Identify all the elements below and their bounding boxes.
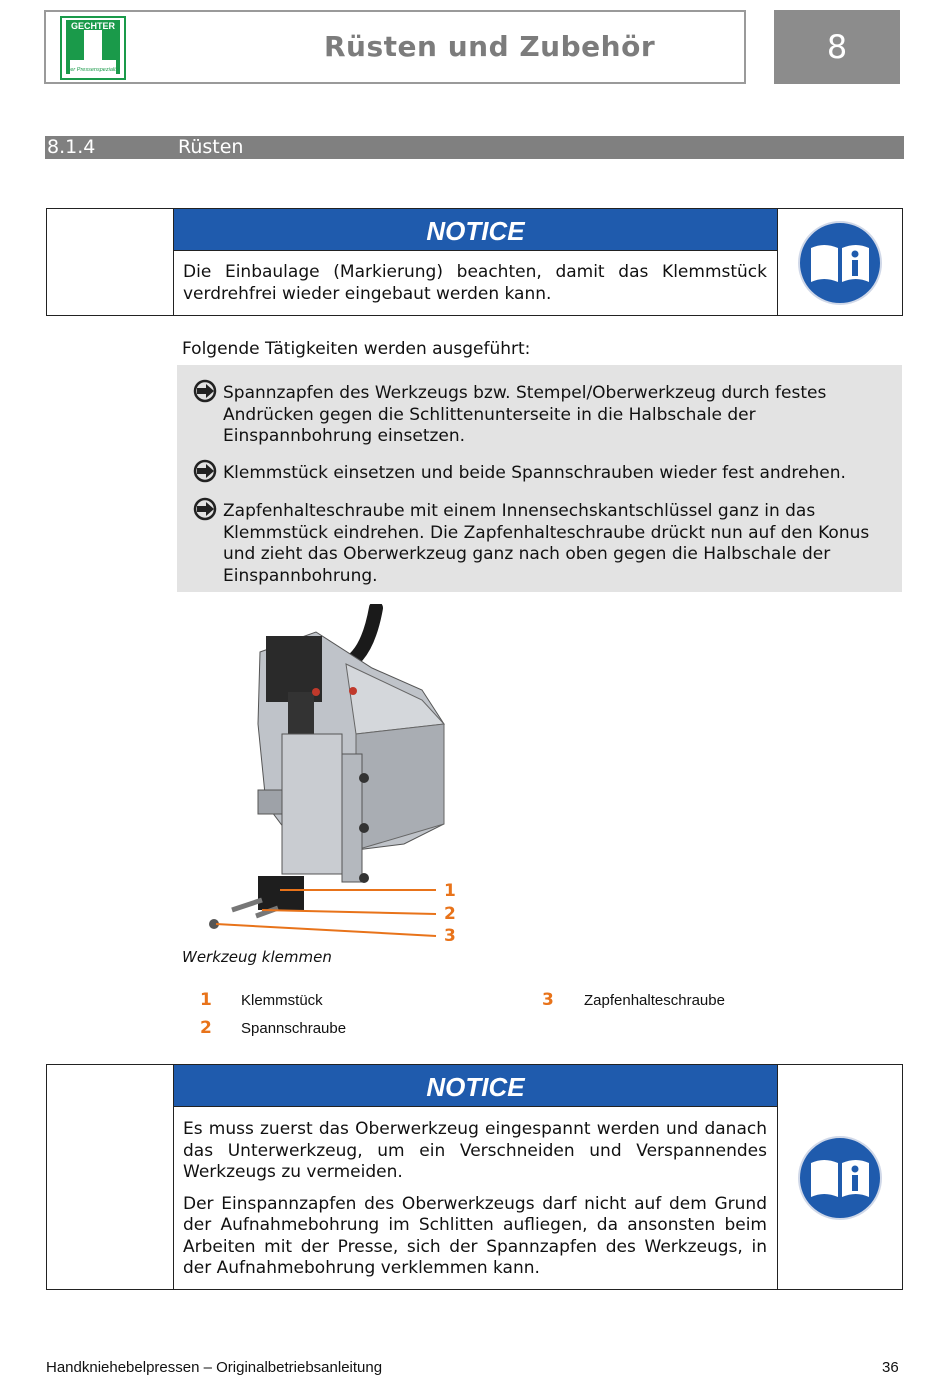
svg-text:GECHTER: GECHTER <box>70 21 116 31</box>
arrow-right-icon <box>193 497 217 521</box>
notice-label: NOTICE <box>174 209 777 251</box>
steps-list <box>177 365 902 592</box>
legend-number: 3 <box>542 990 554 1010</box>
arrow-right-icon <box>193 379 217 403</box>
arrow-right-icon <box>193 459 217 483</box>
callout-3: 3 <box>444 926 456 944</box>
list-item: Spannzapfen des Werkzeugs bzw. Stempel/Oberwerkzeug durch festes Andrücken gegen die Schlittenunterseite in die Halbschale der Einspannbohrung einsetzen. <box>223 383 827 446</box>
page-title: Rüsten und Zubehör <box>324 30 656 63</box>
legend-number: 2 <box>200 1018 212 1038</box>
list-item: Klemmstück einsetzen und beide Spannschrauben wieder fest andrehen. <box>223 463 846 483</box>
section-number: 8.1.4 <box>47 136 96 158</box>
notice-box-1 <box>46 208 903 316</box>
notice-text: Die Einbaulage (Markierung) beachten, damit das Klemmstück verdrehfrei wieder eingebaut werden kann. <box>183 262 767 304</box>
info-manual-icon <box>797 1135 883 1221</box>
notice-paragraph: Es muss zuerst das Oberwerkzeug eingespannt werden und danach das Unterwerkzeug, um ein Verschneiden und Verspannendes Werkzeugs zu vermeiden. <box>183 1119 767 1182</box>
legend-number: 1 <box>200 990 212 1010</box>
legend-label: Klemmstück <box>241 992 323 1009</box>
notice-paragraph: Der Einspannzapfen des Oberwerkzeugs darf nicht auf dem Grund der Aufnahmebohrung im Schlitten aufliegen, da ansonsten beim Arbeiten mit der Presse, sich der Spannzapfen des Werkzeugs, in der Aufnahmebohrung verklemmen kann. <box>183 1193 767 1278</box>
notice-box-2 <box>46 1064 903 1290</box>
callout-1: 1 <box>444 881 456 901</box>
figure-caption: Werkzeug klemmen <box>182 948 332 966</box>
section-heading <box>45 136 904 159</box>
legend-label: Zapfenhalteschraube <box>584 992 725 1009</box>
footer-document-title: Handkniehebelpressen – Originalbetriebsanleitung <box>46 1359 383 1376</box>
svg-text:Der Pressenspezialist: Der Pressenspezialist <box>66 67 120 73</box>
chapter-number: 8 <box>774 10 900 84</box>
section-title: Rüsten <box>178 136 244 158</box>
press-tool-illustration <box>196 604 466 944</box>
info-manual-icon <box>797 220 883 306</box>
callout-2: 2 <box>444 904 456 924</box>
notice-label: NOTICE <box>174 1065 777 1107</box>
legend-label: Spannschraube <box>241 1020 347 1037</box>
page-number: 36 <box>882 1359 899 1376</box>
gechter-logo <box>60 16 126 80</box>
list-item: Zapfenhalteschraube mit einem Innensechskantschlüssel ganz in das Klemmstück eindrehen. Die Zapfenhalteschraube drückt nun auf den Konus und zieht das Oberwerkzeug ganz nach oben gegen die Halbschale der Einspannbohrung. <box>223 501 870 586</box>
notice-text <box>183 1119 767 1290</box>
intro-text: Folgende Tätigkeiten werden ausgeführt: <box>182 339 531 359</box>
